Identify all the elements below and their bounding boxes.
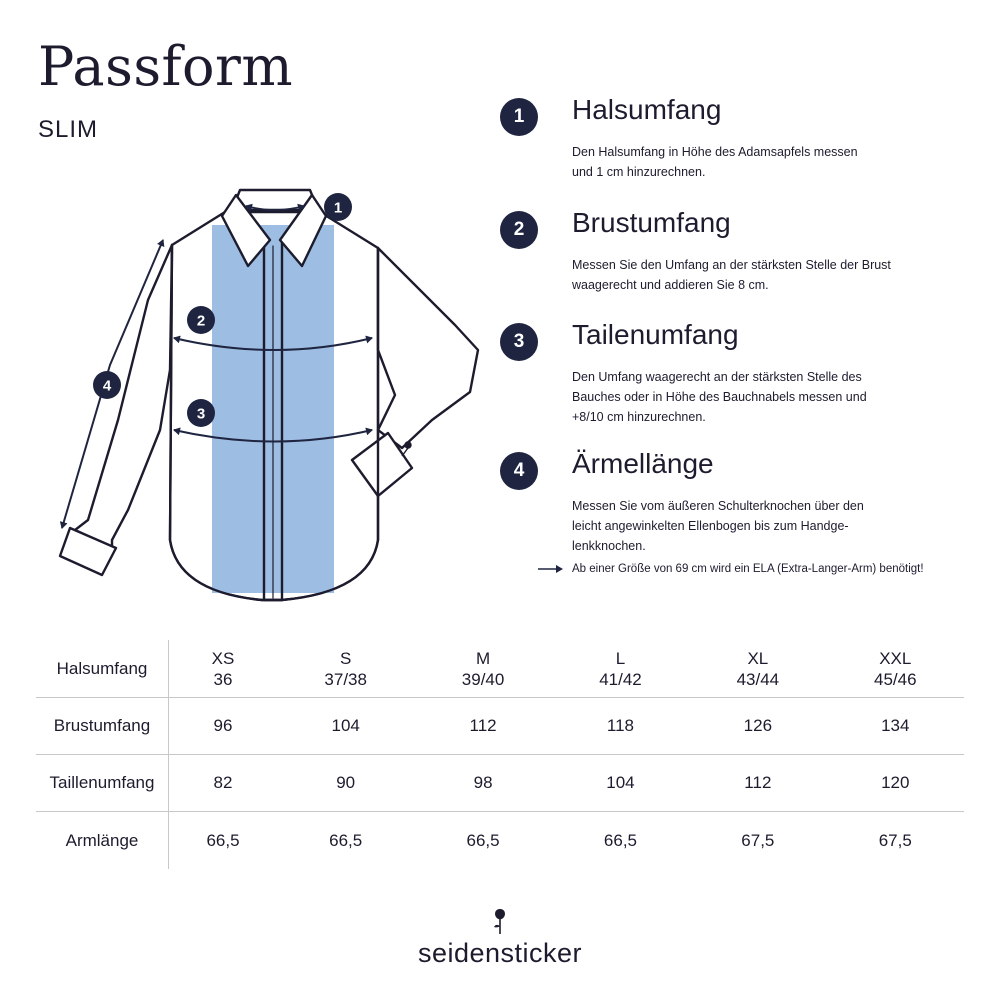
table-cell: 126 [689, 698, 826, 755]
size-cell: S 37/38 [277, 640, 414, 698]
table-cell: 112 [689, 755, 826, 812]
svg-text:4: 4 [102, 377, 112, 395]
table-row [36, 812, 964, 870]
table-cell: 67,5 [741, 830, 775, 850]
row-label: Taillenumfang [36, 755, 169, 812]
measure-description: Messen Sie den Umfang an der stärksten Stelle der Brust waagerecht und addieren Sie 8 cm. [572, 258, 891, 292]
table-cell: 104 [552, 755, 689, 812]
measure-title: Halsumfang [572, 94, 722, 125]
svg-text:3: 3 [196, 405, 206, 423]
table-cell: 112 [414, 698, 551, 755]
svg-text:1: 1 [333, 199, 343, 217]
measure-title: Brustumfang [572, 207, 731, 238]
brand-logo [0, 906, 1000, 941]
arrow-right-icon [538, 564, 564, 574]
row-label: Brustumfang [36, 698, 169, 755]
table-cell: 90 [277, 755, 414, 812]
row-label: Armlänge [36, 812, 169, 870]
fit-subtitle: SLIM [38, 116, 99, 143]
size-cell: L 41/42 [552, 640, 689, 698]
brand-name: seidensticker [417, 938, 583, 968]
table-cell: 134 [827, 698, 964, 755]
table-cell: 66,5 [466, 830, 500, 850]
table-row [36, 755, 964, 812]
table-row [36, 640, 964, 698]
svg-text:2: 2 [196, 312, 206, 330]
table-row [36, 698, 964, 755]
measure-description: Messen Sie vom äußeren Schulterknochen über den leicht angewinkelten Ellenbogen bis zum Handge- lenkknochen. [572, 499, 864, 553]
size-cell: M 39/40 [414, 640, 551, 698]
table-cell: 98 [414, 755, 551, 812]
number-badge: 4 [500, 452, 538, 490]
ela-note-text: Ab einer Größe von 69 cm wird ein ELA (Extra-Langer-Arm) benötigt! [572, 563, 924, 575]
measure-description: Den Halsumfang in Höhe des Adamsapfels messen und 1 cm hinzurechnen. [572, 145, 858, 179]
size-cell: XXL 45/46 [827, 640, 964, 698]
table-cell: 104 [277, 698, 414, 755]
number-badge: 2 [500, 211, 538, 249]
size-cell: XL 43/44 [689, 640, 826, 698]
table-cell: 120 [827, 755, 964, 812]
page-title: Passform [38, 35, 294, 98]
shirt-diagram [40, 175, 490, 615]
measure-description: Den Umfang waagerecht an der stärksten Stelle des Bauches oder in Höhe des Bauchnabels messen und +8/10 cm hinzurechnen. [572, 370, 867, 424]
table-cell: 66,5 [329, 830, 363, 850]
size-cell: XS 36 [169, 640, 277, 698]
ela-note [538, 563, 924, 575]
table-cell: 66,5 [603, 830, 637, 850]
table-cell: 96 [169, 698, 277, 755]
number-badge: 1 [500, 98, 538, 136]
table-cell: 67,5 [878, 830, 912, 850]
table-cell: 82 [169, 755, 277, 812]
rose-icon [491, 906, 509, 936]
measure-title: Tailenumfang [572, 319, 739, 350]
table-cell: 118 [552, 698, 689, 755]
row-label: Halsumfang [36, 640, 169, 698]
table-cell: 66,5 [206, 830, 240, 850]
size-table [36, 640, 964, 869]
measure-title: Ärmellänge [572, 448, 714, 479]
number-badge: 3 [500, 323, 538, 361]
